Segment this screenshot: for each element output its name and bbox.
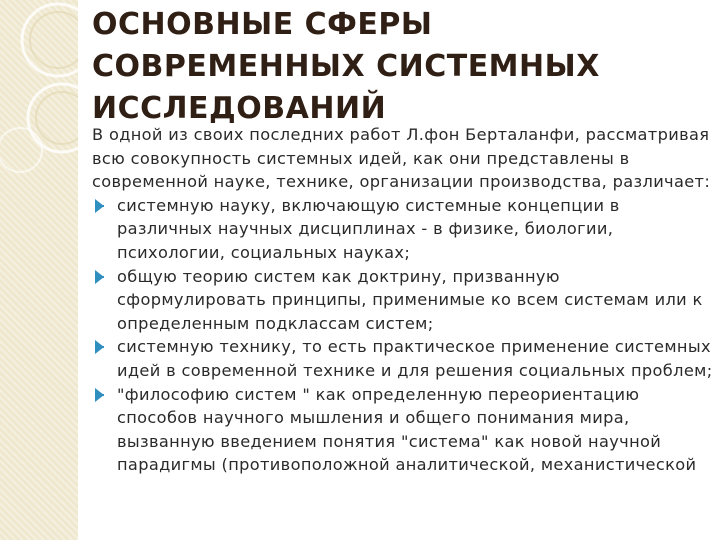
list-item-text: системную технику, то есть практическое применение системных идей в современной технике и для решения социальных проблем; [117,337,713,380]
list-item-text: системную науку, включающую системные концепции в различных научных дисциплинах - в физике, биологии, психологии, социальных науках; [117,195,620,262]
list-item [92,383,714,477]
title-line: ОСНОВНЫЕ СФЕРЫ [92,7,433,42]
list-item [92,194,714,265]
intro-paragraph: В одной из своих последних работ Л.фон Берталанфи, рассматривая всю совокупность системных идей, как они представлены в современной науке, технике, организации производства, различает: [92,125,711,192]
arrow-bullet-icon [95,270,104,284]
bullet-list [92,194,714,477]
arrow-bullet-icon [95,340,104,354]
list-item [92,335,714,382]
decorative-side-panel [0,0,78,540]
slide-body [92,123,714,477]
arrow-bullet-icon [95,199,104,213]
list-item-text: общую теорию систем как доктрину, призванную сформулировать принципы, применимые ко всем системам или к определенным подклассам систем; [117,266,703,333]
list-item-text: "философию систем " как определенную переориентацию способов научного мышления и общего понимания мира, вызванную введением понятия "система" как новой научной парадигмы (противоположной аналитической, механистической [117,384,697,475]
decorative-circles [0,0,78,540]
arrow-bullet-icon [95,388,104,402]
slide-title [92,4,712,130]
list-item [92,265,714,336]
title-line: ИССЛЕДОВАНИЙ [92,91,387,126]
title-line: СОВРЕМЕННЫХ СИСТЕМНЫХ [92,49,600,84]
